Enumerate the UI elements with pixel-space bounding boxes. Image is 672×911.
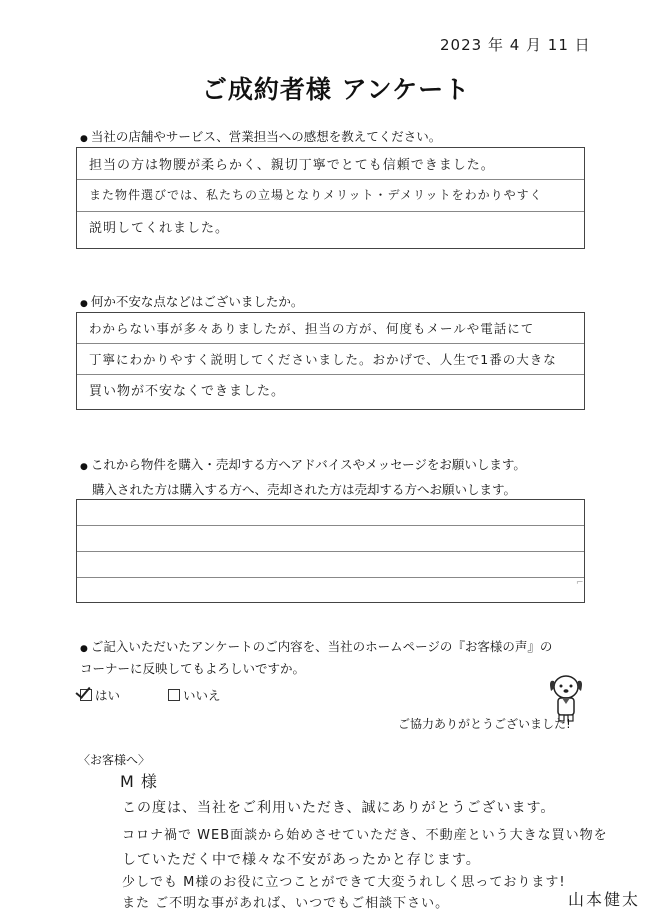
question-4-text-line2: コーナーに反映してもよろしいですか。	[80, 661, 306, 676]
bullet-icon: ●	[80, 462, 88, 472]
reply-line: していただく中で様々な不安があったかと存じます。	[122, 852, 481, 868]
answer-1-line: 説明してくれました。	[89, 221, 230, 236]
bullet-icon: ●	[80, 134, 88, 144]
reply-line: また ご不明な事があれば、いつでもご相談下さい。	[122, 896, 450, 911]
question-3-subtext: 購入された方は購入する方へ、売却された方は売却する方へお願いします。	[92, 482, 517, 497]
signature: 山本健太	[568, 890, 641, 909]
bullet-icon: ●	[80, 644, 88, 654]
thanks-message: ご協力ありがとうございました!	[398, 717, 571, 731]
answer-2-line: わからない事が多々ありましたが、担当の方が、何度もメールや電話にて	[89, 321, 535, 336]
reply-salutation: M 様	[120, 772, 158, 791]
question-3	[80, 455, 526, 473]
answer-box-3	[76, 499, 585, 603]
answer-2-line: 丁寧にわかりやすく説明してくださいました。おかげで、人生で1番の大きな	[89, 352, 557, 367]
option-no-label: いいえ	[183, 688, 221, 703]
question-2	[80, 292, 303, 310]
question-4	[80, 637, 552, 655]
customer-section-label: 〈お客様へ〉	[78, 753, 151, 767]
answer-2-line: 買い物が不安なくできました。	[89, 384, 286, 399]
checkbox-icon[interactable]	[168, 689, 180, 701]
reply-line: コロナ禍で WEB面談から始めさせていただき、不動産という大きな買い物を	[122, 828, 608, 843]
answer-1-line: 担当の方は物腰が柔らかく、親切丁寧でとても信頼できました。	[89, 158, 495, 173]
page-title: ご成約者様 アンケート	[201, 75, 471, 104]
question-2-text: 何か不安な点などはございましたか。	[90, 294, 304, 309]
question-4-text-line1: ご記入いただいたアンケートのご内容を、当社のホームページの『お客様の声』の	[90, 639, 553, 654]
reply-line: この度は、当社をご利用いただき、誠にありがとうございます。	[122, 800, 556, 816]
question-1-text: 当社の店舗やサービス、営業担当への感想を教えてください。	[90, 129, 442, 144]
question-1	[80, 127, 441, 145]
answer-box-1	[76, 147, 585, 249]
option-yes-label: はい	[95, 688, 121, 703]
answer-1-line: また物件選びでは、私たちの立場となりメリット・デメリットをわかりやすく	[89, 188, 543, 202]
option-no[interactable]	[168, 686, 221, 704]
option-yes[interactable]	[80, 686, 120, 704]
question-3-text: これから物件を購入・売却する方へアドバイスやメッセージをお願いします。	[90, 457, 526, 472]
checkbox-checked-icon[interactable]	[80, 689, 92, 701]
reply-line: 少しでも M様のお役に立つことができて大変うれしく思っております!	[122, 875, 566, 890]
survey-date: 2023 年 4 月 11 日	[440, 36, 591, 54]
margin-mark: ⌐	[576, 578, 584, 588]
answer-box-2	[76, 312, 585, 410]
bullet-icon: ●	[80, 299, 88, 309]
